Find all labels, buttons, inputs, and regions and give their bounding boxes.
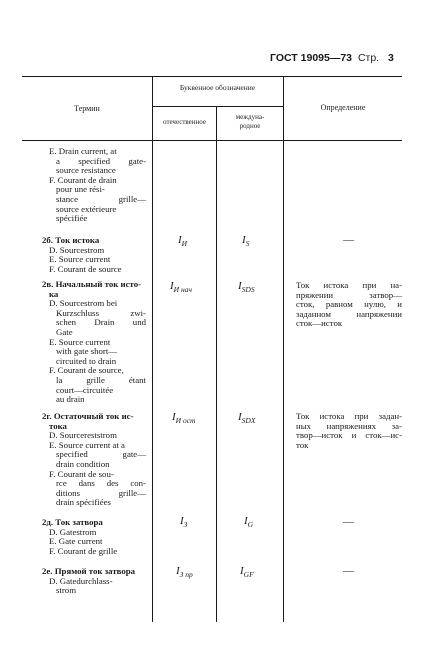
term-entry-continuation (42, 147, 146, 224)
column-header-international (217, 113, 283, 131)
definition-line: сток, равном нулю, и (296, 299, 402, 310)
page-header (270, 52, 402, 64)
term-line: F. Courant de source, (49, 365, 124, 376)
column-divider-1 (152, 76, 153, 622)
column-header-international-line-1: междуна- (235, 113, 265, 121)
term-number: 2в. (42, 279, 54, 289)
term-line: F. Courant de source (49, 263, 122, 274)
page-number: 3 (388, 52, 394, 64)
column-divider-2 (216, 106, 217, 622)
term-name: Ток истока (55, 235, 100, 245)
symbol-subheader-rule (152, 106, 283, 107)
symbol-national-2e: $I_{З пр}$ (176, 565, 193, 580)
term-line: with gate short— (56, 346, 118, 357)
column-header-definition-text: Определение (320, 103, 366, 112)
column-header-term-text: Термин (74, 104, 100, 113)
definition-line: Ток истока при на- (296, 280, 402, 290)
term-line: la grille étant (56, 374, 146, 385)
column-header-international-line-2: родное (239, 122, 261, 130)
term-line: au drain (56, 394, 85, 405)
term-line: E. Gate current (49, 536, 103, 547)
term-line: E. Source current (49, 254, 111, 265)
column-header-national-text: отечественное (163, 118, 206, 126)
term-line: stance grille— (56, 193, 146, 204)
term-line: D. Sourcestrom bei (49, 298, 118, 309)
table-header-bottom-rule (22, 140, 402, 141)
term-entry-2e (42, 567, 146, 596)
term-name: Прямой ток затвора (54, 566, 136, 576)
term-line: E. Source current (49, 336, 111, 347)
term-entry-2d (42, 518, 146, 556)
term-name-continued: ка (49, 288, 59, 299)
term-line: strom (56, 585, 77, 596)
term-line: rce dans des con- (56, 478, 146, 489)
term-line: specified gate— (56, 449, 146, 460)
symbol-national-2g: $I_{И ост}$ (172, 411, 196, 426)
symbol-international-2d: $I_G$ (244, 515, 254, 530)
term-line: pour une rési- (56, 184, 105, 195)
term-line: E. Source current at a (49, 439, 125, 450)
column-header-national (153, 118, 216, 127)
column-divider-3 (283, 76, 284, 622)
term-line: D. Sourcestrom (49, 244, 105, 255)
symbol-national-2b: $I_И$ (178, 234, 188, 249)
column-header-definition (284, 103, 402, 112)
term-line: drain spécifiées (56, 497, 111, 508)
term-line: court—circuitée (56, 384, 114, 395)
term-number: 2д. (42, 517, 54, 527)
symbol-national-2v: $I_{И нач}$ (170, 280, 192, 295)
term-line: spécifiée (56, 213, 88, 224)
term-number: 2б. (42, 235, 53, 245)
term-number: 2г. (42, 411, 52, 421)
symbol-international-2b: $I_S$ (242, 234, 250, 249)
term-line: Gate (56, 326, 73, 337)
term-line: E. Drain current, at (49, 146, 117, 156)
term-name-continued: тока (49, 420, 67, 431)
definition-2v (296, 281, 402, 329)
term-line: drain condition (56, 458, 110, 469)
term-line: source resistance (56, 165, 116, 176)
term-line: a specified gate- (56, 155, 146, 166)
symbol-national-2d: $I_З$ (180, 515, 188, 530)
term-line: F. Courant de sou- (49, 468, 114, 479)
term-entry-2g (42, 412, 146, 508)
term-line: D. Gatedurchlass- (49, 575, 113, 586)
term-line: Kurzschluss zwi- (56, 307, 146, 318)
term-entry-2v (42, 280, 146, 405)
definition-2e: — (343, 565, 354, 577)
term-line: F. Courant de grille (49, 545, 118, 556)
document-number: ГОСТ 19095—73 (270, 52, 353, 64)
definition-line: твор—исток и сток—ис- (296, 430, 402, 441)
definition-line: ных напряжениях за- (296, 420, 402, 431)
definition-line: ток (296, 439, 309, 450)
column-header-symbol-text: Буквенное обозначение (179, 83, 256, 92)
definition-2g (296, 412, 402, 450)
term-line: D. Sourcereststrom (49, 430, 117, 441)
term-entry-2b (42, 236, 146, 274)
definition-line: сток—исток (296, 318, 343, 329)
definition-2d: — (343, 516, 354, 528)
table-top-rule (22, 76, 402, 77)
symbol-international-2e: $I_{GF}$ (240, 565, 254, 580)
term-line: schen Drain und (56, 317, 146, 328)
term-line: ditions grille— (56, 487, 146, 498)
term-line: circuited to drain (56, 355, 117, 366)
symbol-international-2g: $I_{SDX}$ (238, 411, 256, 426)
term-name: Остаточный ток ис- (53, 411, 134, 421)
definition-line: заданном напряжении (296, 308, 402, 319)
term-line: D. Gatestrom (49, 526, 97, 537)
definition-2b: — (343, 234, 354, 246)
column-header-term (22, 104, 152, 113)
term-name: Ток затвора (55, 517, 103, 527)
symbol-international-2v: $I_{SDS}$ (238, 280, 255, 295)
term-number: 2е. (42, 566, 53, 576)
term-name: Начальный ток исто- (55, 279, 142, 289)
column-header-symbol (165, 83, 270, 92)
term-line: source extérieure (56, 203, 117, 214)
definition-line: пряжении затвор— (296, 289, 402, 300)
term-line: F. Courant de drain (49, 174, 117, 185)
page-label: Стр. (357, 52, 380, 64)
definition-line: Ток истока при задан- (296, 411, 402, 421)
